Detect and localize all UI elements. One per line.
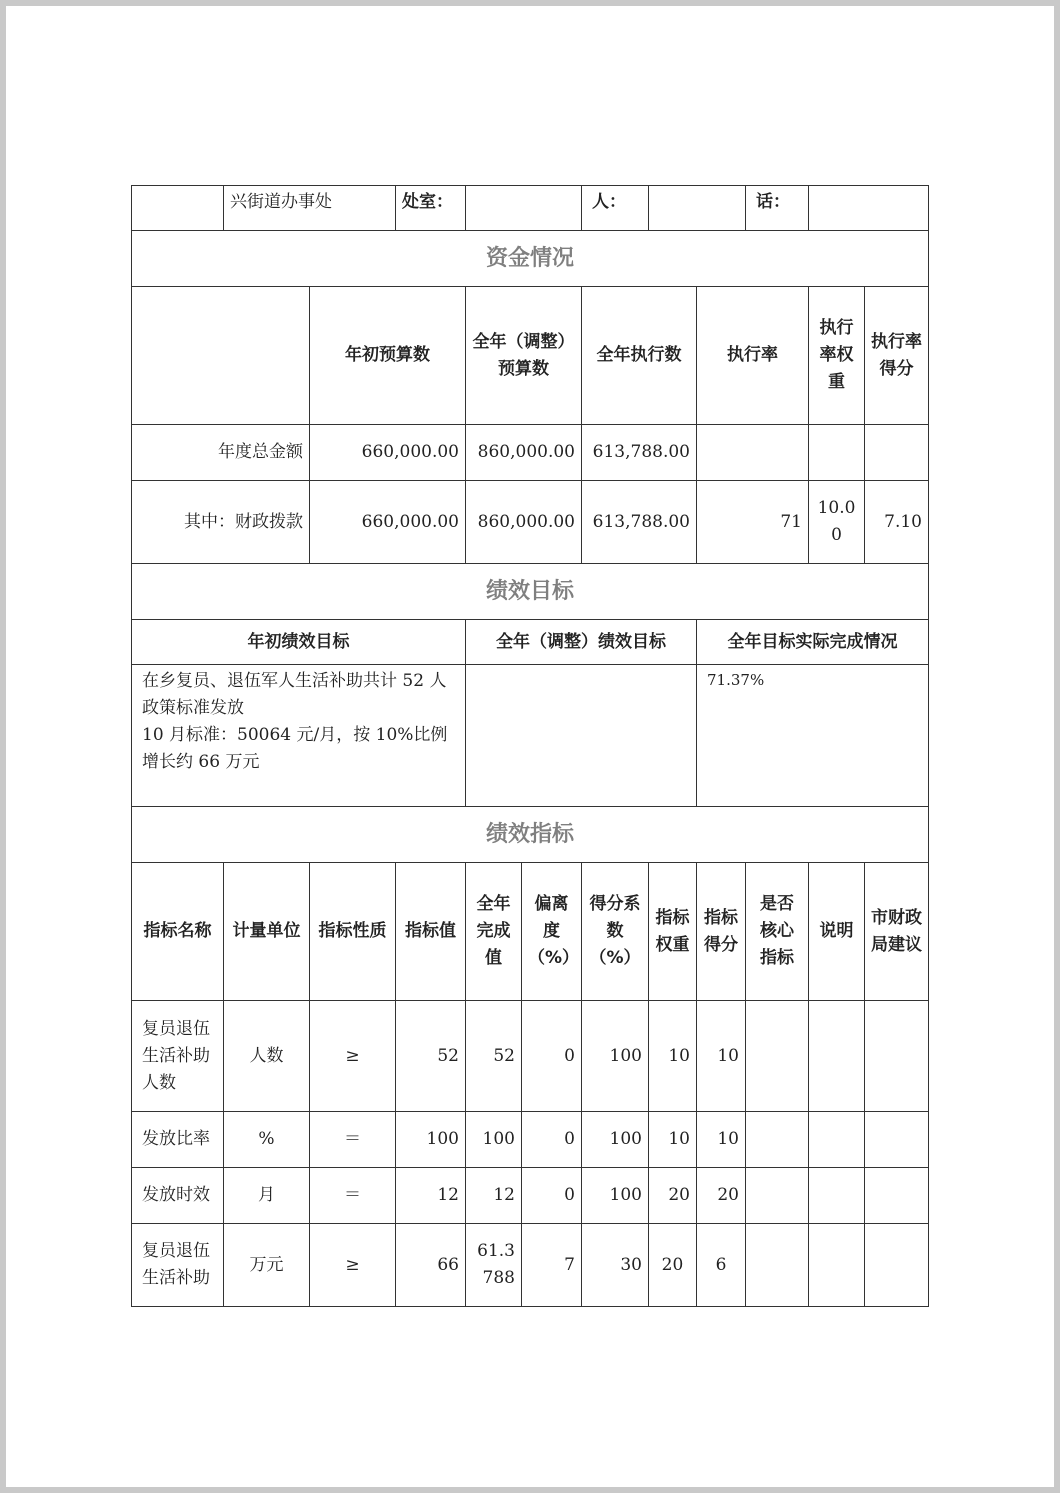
phone-value (809, 186, 929, 231)
ind-core (746, 1112, 809, 1168)
goals-actual-text: 71.37% (697, 665, 929, 807)
ind-value: 12 (396, 1168, 466, 1224)
person-value (649, 186, 746, 231)
funds-row (132, 481, 929, 564)
funds-row-rate (697, 425, 809, 481)
ind-score: 10 (697, 1112, 746, 1168)
ind-coef: 100 (582, 1168, 649, 1224)
header-blank-cell (132, 186, 224, 231)
ind-note (809, 1112, 865, 1168)
ind-note (809, 1001, 865, 1112)
funds-row-rate: 71 (697, 481, 809, 564)
funds-section-title: 资金情况 (132, 231, 929, 287)
goals-adjusted-text (466, 665, 697, 807)
funds-row-score: 7.10 (865, 481, 929, 564)
ind-unit: % (224, 1112, 310, 1168)
goals-col-initial: 年初绩效目标 (132, 620, 466, 665)
phone-label: 话： (746, 186, 809, 231)
ind-done: 100 (466, 1112, 522, 1168)
indicator-row (132, 1112, 929, 1168)
goals-initial-text: 在乡复员、退伍军人生活补助共计 52 人政策标准发放 10 月标准：50064 元/月，按 10%比例增长约 66 万元 (132, 665, 466, 807)
ind-core (746, 1168, 809, 1224)
ind-done: 12 (466, 1168, 522, 1224)
ind-score: 20 (697, 1168, 746, 1224)
funds-row-adjusted: 860,000.00 (466, 425, 582, 481)
funds-row-initial: 660,000.00 (310, 425, 466, 481)
ind-header-advice: 市财政局建议 (865, 863, 929, 1001)
funds-row-label: 其中：财政拨款 (132, 481, 310, 564)
ind-nature: ≥ (310, 1224, 396, 1307)
dept-name: 兴街道办事处 (224, 186, 396, 231)
ind-name: 发放比率 (132, 1112, 224, 1168)
funds-col-executed: 全年执行数 (582, 287, 697, 425)
ind-advice (865, 1001, 929, 1112)
ind-coef: 100 (582, 1112, 649, 1168)
ind-done: 52 (466, 1001, 522, 1112)
ind-nature: ≥ (310, 1001, 396, 1112)
funds-row-executed: 613,788.00 (582, 425, 697, 481)
funds-row-executed: 613,788.00 (582, 481, 697, 564)
funds-col-initial: 年初预算数 (310, 287, 466, 425)
ind-header-name: 指标名称 (132, 863, 224, 1001)
goals-col-adjusted: 全年（调整）绩效目标 (466, 620, 697, 665)
ind-header-nature: 指标性质 (310, 863, 396, 1001)
ind-header-unit: 计量单位 (224, 863, 310, 1001)
office-label: 处室： (396, 186, 466, 231)
goals-col-actual: 全年目标实际完成情况 (697, 620, 929, 665)
ind-advice (865, 1224, 929, 1307)
ind-header-coef: 得分系数（%） (582, 863, 649, 1001)
ind-coef: 30 (582, 1224, 649, 1307)
ind-header-core: 是否核心指标 (746, 863, 809, 1001)
ind-name: 复员退伍生活补助 (132, 1224, 224, 1307)
ind-header-score: 指标得分 (697, 863, 746, 1001)
indicator-row (132, 1224, 929, 1307)
ind-advice (865, 1112, 929, 1168)
ind-score: 10 (697, 1001, 746, 1112)
ind-header-value: 指标值 (396, 863, 466, 1001)
ind-core (746, 1001, 809, 1112)
ind-weight: 10 (649, 1112, 697, 1168)
goals-section-title: 绩效目标 (132, 564, 929, 620)
ind-header-deviation: 偏离度（%） (522, 863, 582, 1001)
funds-row-score (865, 425, 929, 481)
ind-value: 66 (396, 1224, 466, 1307)
ind-name: 复员退伍生活补助人数 (132, 1001, 224, 1112)
indicators-header-row (132, 863, 929, 1001)
ind-unit: 月 (224, 1168, 310, 1224)
funds-row-initial: 660,000.00 (310, 481, 466, 564)
funds-row-label: 年度总金额 (132, 425, 310, 481)
funds-row-adjusted: 860,000.00 (466, 481, 582, 564)
ind-note (809, 1168, 865, 1224)
ind-coef: 100 (582, 1001, 649, 1112)
ind-advice (865, 1168, 929, 1224)
ind-name: 发放时效 (132, 1168, 224, 1224)
ind-header-done: 全年完成值 (466, 863, 522, 1001)
funds-header-blank (132, 287, 310, 425)
office-value (466, 186, 582, 231)
indicator-row (132, 1168, 929, 1224)
funds-row (132, 425, 929, 481)
ind-nature: ＝ (310, 1168, 396, 1224)
ind-deviation: 0 (522, 1112, 582, 1168)
ind-deviation: 7 (522, 1224, 582, 1307)
funds-col-score: 执行率得分 (865, 287, 929, 425)
ind-note (809, 1224, 865, 1307)
ind-header-weight: 指标权重 (649, 863, 697, 1001)
ind-weight: 10 (649, 1001, 697, 1112)
ind-score: 6 (697, 1224, 746, 1307)
ind-done: 61.3788 (466, 1224, 522, 1307)
funds-row-weight (809, 425, 865, 481)
funds-col-weight: 执行率权重 (809, 287, 865, 425)
funds-col-adjusted: 全年（调整）预算数 (466, 287, 582, 425)
ind-nature: ＝ (310, 1112, 396, 1168)
ind-weight: 20 (649, 1224, 697, 1307)
ind-deviation: 0 (522, 1001, 582, 1112)
ind-value: 100 (396, 1112, 466, 1168)
indicators-section-title: 绩效指标 (132, 807, 929, 863)
person-label: 人： (582, 186, 649, 231)
funds-col-rate: 执行率 (697, 287, 809, 425)
ind-weight: 20 (649, 1168, 697, 1224)
ind-value: 52 (396, 1001, 466, 1112)
ind-unit: 人数 (224, 1001, 310, 1112)
performance-table (131, 185, 929, 1307)
funds-row-weight: 10.00 (809, 481, 865, 564)
ind-core (746, 1224, 809, 1307)
ind-header-note: 说明 (809, 863, 865, 1001)
indicator-row (132, 1001, 929, 1112)
ind-unit: 万元 (224, 1224, 310, 1307)
ind-deviation: 0 (522, 1168, 582, 1224)
